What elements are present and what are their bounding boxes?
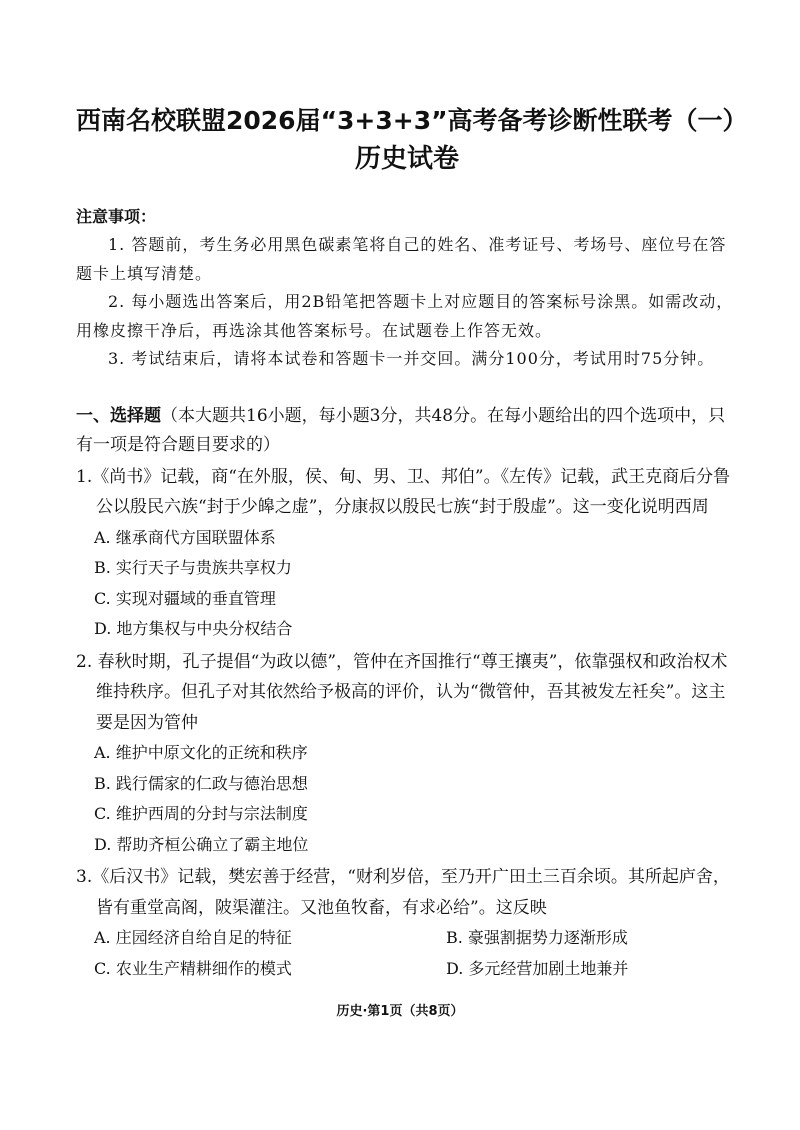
question-2	[76, 647, 738, 861]
option-c: C. 实现对疆域的垂直管理	[94, 588, 276, 608]
exam-title: 西南名校联盟2026届“3+3+3”高考备考诊断性联考（一）	[76, 106, 748, 135]
option-b: B. 践行儒家的仁政与德治思想	[94, 773, 308, 793]
section-title: 一、选择题	[76, 405, 161, 426]
exam-subject-title: 历史试卷	[354, 144, 459, 174]
question-stem: 2. 春秋时期，孔子提倡“为政以德”，管仲在齐国推行“尊王攘夷”，依靠强权和政治权术维持秩序。但孔子对其依然给予极高的评价，认为“微管仲，吾其被发左衽矣”。这主要是因为管仲	[76, 651, 728, 733]
notice-item-3: 3. 考试结束后，请将本试卷和答题卡一并交回。满分100分，考试用时75分钟。	[108, 349, 715, 368]
section-heading	[76, 402, 738, 460]
option-d: D. 多元经营加剧土地兼并	[446, 958, 629, 978]
option-d: D. 地方集权与中央分权结合	[94, 619, 293, 638]
notice-item-1: 1. 答题前，考生务必用黑色碳素笔将自己的姓名、准考证号、考场号、座位号在答题卡上填写清楚。	[76, 235, 727, 283]
notice-heading: 注意事项：	[76, 207, 157, 226]
option-a: A. 继承商代方国联盟体系	[94, 527, 276, 547]
option-a: A. 维护中原文化的正统和秩序	[94, 743, 308, 762]
notice-item-2: 2. 每小题选出答案后，用2B铅笔把答题卡上对应题目的答案标号涂黑。如需改动，用橡皮擦干净后，再选涂其他答案标号。在试题卷上作答无效。	[76, 292, 734, 340]
option-c: C. 维护西周的分封与宗法制度	[94, 804, 308, 823]
options-grid	[76, 923, 738, 984]
page-footer: 历史·第1页（共8页）	[336, 1004, 464, 1019]
question-stem: 1.《尚书》记载，商“在外服，侯、甸、男、卫、邦伯”。《左传》记载，武王克商后分鲁公以殷民六族“封于少皞之虚”，分康叔以殷民七族“封于殷虚”。这一变化说明西周	[76, 466, 731, 517]
question-1	[76, 462, 738, 645]
option-b: B. 实行天子与贵族共享权力	[94, 558, 292, 577]
option-d: D. 帮助齐桓公确立了霸主地位	[94, 834, 309, 854]
option-a: A. 庄园经济自给自足的特征	[94, 928, 292, 947]
option-b: B. 豪强割据势力逐渐形成	[446, 928, 628, 947]
question-3	[76, 862, 738, 984]
option-c: C. 农业生产精耕细作的模式	[94, 958, 292, 978]
question-stem: 3.《后汉书》记载，樊宏善于经营，“财利岁倍，至乃开广田土三百余顷。其所起庐舍，皆有重堂高阁，陂渠灌注。又池鱼牧畜，有求必给”。这反映	[76, 867, 730, 918]
section-description: （本大题共16小题，每小题3分，共48分。在每小题给出的四个选项中，只有一项是符合题目要求的）	[76, 405, 726, 455]
